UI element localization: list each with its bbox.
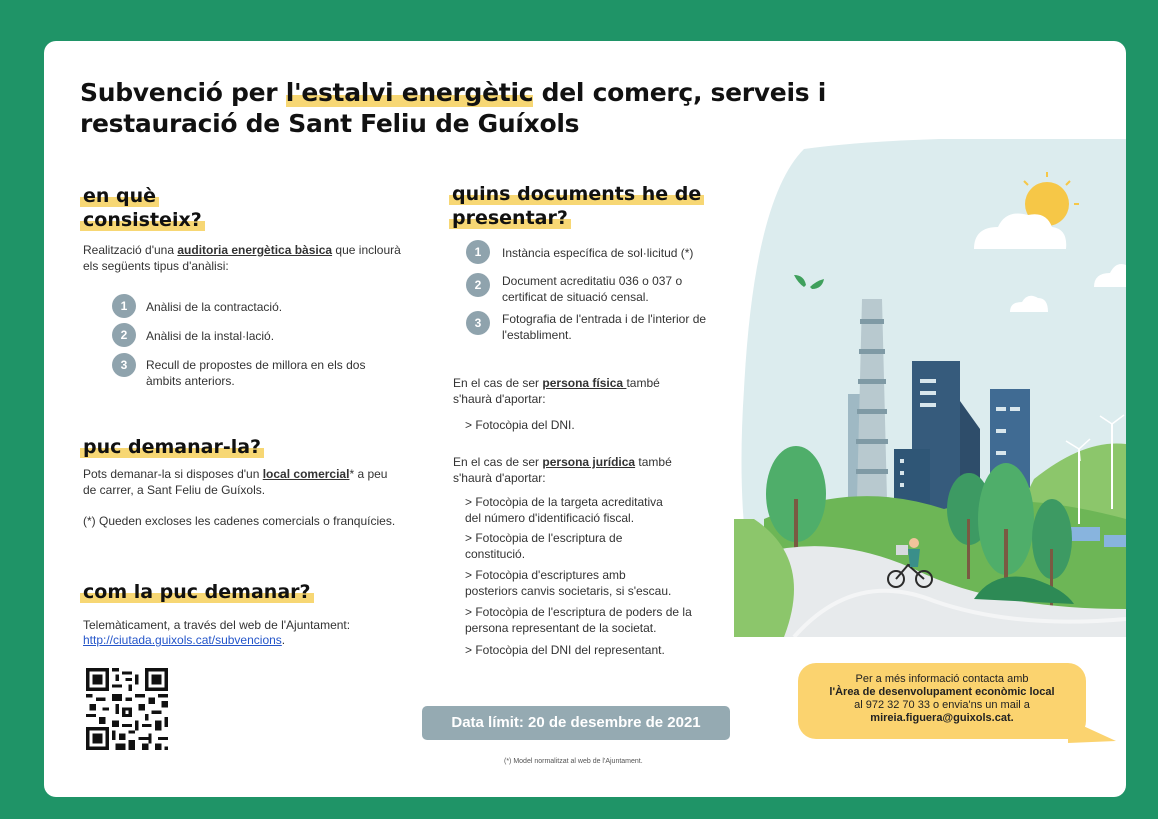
list-item: Anàlisi de la instal·lació.	[146, 329, 275, 343]
subvencions-link[interactable]: http://ciutada.guixols.cat/subvencions	[83, 633, 282, 647]
fisica-intro: En el cas de ser persona física també s'haurà d'aportar:	[453, 376, 660, 406]
juridica-item: > Fotocòpia de l'escriptura de constitució.	[465, 531, 623, 561]
how-text: Telemàticament, a través del web de l'Ajuntament:	[83, 618, 351, 632]
juridica-item: > Fotocòpia de la targeta acreditativa del número d'identificació fiscal.	[465, 495, 663, 525]
contact-email[interactable]: mireia.figuera@guixols.cat.	[870, 712, 1014, 724]
contact-line3: al 972 32 70 33 o envia'ns un mail a	[854, 699, 1030, 711]
can-note: (*) Queden excloses les cadenes comercials o franquícies.	[83, 514, 396, 528]
deadline-banner: Data límit: 20 de desembre de 2021	[422, 706, 730, 740]
juridica-intro: En el cas de ser persona jurídica també s'haurà d'aportar:	[453, 455, 672, 485]
contact-line1: Per a més informació contacta amb	[855, 673, 1029, 685]
section-heading-can: puc demanar-la?	[80, 435, 264, 459]
list-item: Anàlisi de la contractació.	[146, 300, 283, 314]
fisica-item: > Fotocòpia del DNI.	[465, 418, 575, 432]
step-badge: 2	[466, 273, 490, 297]
step-badge: 2	[112, 323, 136, 347]
list-item: Recull de propostes de millora en els dos àmbits anteriors.	[146, 358, 366, 388]
doc-item: Document acreditatiu 036 o 037 o certificat de situació censal.	[502, 274, 683, 304]
juridica-item: > Fotocòpia d'escriptures amb posteriors canvis societaris, si s'escau.	[465, 568, 672, 598]
qr-code	[86, 668, 168, 750]
section-heading-what: en què consisteix?	[80, 184, 205, 232]
step-badge: 3	[466, 311, 490, 335]
doc-item: Instància específica de sol·licitud (*)	[502, 246, 694, 260]
step-badge: 1	[466, 240, 490, 264]
contact-bubble	[798, 663, 1086, 739]
section-heading-how: com la puc demanar?	[80, 580, 314, 604]
section-heading-docs: quins documents he de presentar?	[449, 182, 704, 230]
contact-line2: l'Àrea de desenvolupament econòmic local	[829, 686, 1055, 698]
how-url-line: http://ciutada.guixols.cat/subvencions.	[83, 633, 286, 647]
doc-item: Fotografia de l'entrada i de l'interior de l'establiment.	[502, 312, 707, 342]
step-badge: 1	[112, 294, 136, 318]
flyer-card	[44, 41, 1126, 797]
footnote: (*) Model normalitzat al web de l'Ajuntament.	[504, 758, 643, 765]
juridica-item: > Fotocòpia de l'escriptura de poders de la persona representant de la societat.	[465, 605, 692, 635]
juridica-item: > Fotocòpia del DNI del representant.	[465, 643, 665, 657]
step-badge: 3	[112, 353, 136, 377]
page-title: Subvenció per l'estalvi energètic del comerç, serveis i restauració de Sant Feliu de Guíxols	[80, 78, 826, 138]
can-text: Pots demanar-la si disposes d'un local comercial* a peu de carrer, a Sant Feliu de Guíxols.	[83, 467, 388, 497]
city-illustration	[734, 139, 1126, 637]
what-intro: Realització d'una auditoria energètica bàsica que inclourà els següents tipus d'anàlisi:	[83, 243, 401, 273]
